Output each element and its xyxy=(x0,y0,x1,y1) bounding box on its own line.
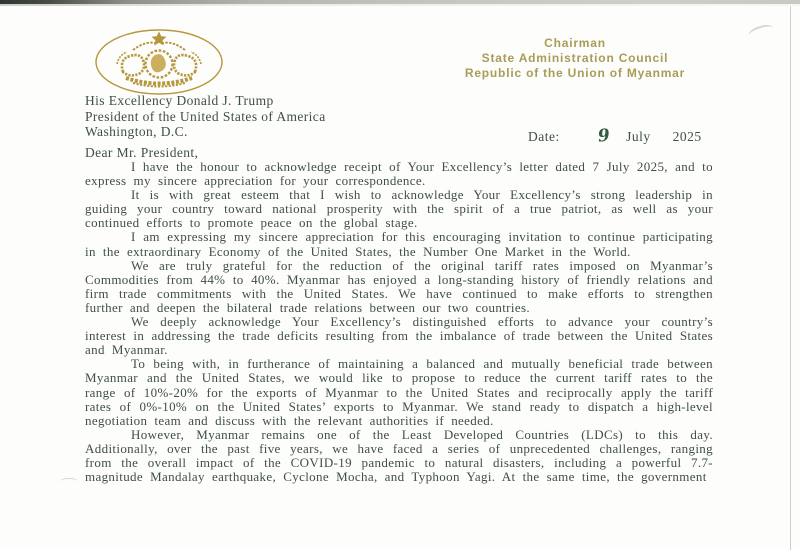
handwritten-day: 9 xyxy=(596,125,612,147)
letter-paragraph: We are truly grateful for the reduction of the original tariff rates imposed on Myanmar’s Commodities from 44% to 40%. Myanmar has enjoyed a long-standing history of friendly relations and firm trade commitments with the United States. We have continued to make efforts to strengthen further and deepen the bilateral trade relations between our two countries. xyxy=(85,257,713,315)
letterhead-title xyxy=(430,36,720,81)
date-label: Date: xyxy=(528,129,560,144)
letterhead-line: State Administration Council xyxy=(481,51,669,65)
letter-paragraph: I have the honour to acknowledge receipt of Your Excellency’s letter dated 7 July 2025, and to express my sincere appreciation for your correspondence. xyxy=(85,159,713,189)
letter-body xyxy=(85,160,713,484)
letter-paragraph: However, Myanmar remains one of the Least Developed Countries (LDCs) to this day. Additionally, over the past five years, we have faced a series of unprecedented challenges, ranging from the overall impact of the COVID-19 pandemic to natural disasters, including a powerful 7.7-magnitude Mandalay earthquake, Cyclone Mocha, and Typhoon Yagi. At the same time, the government xyxy=(85,426,713,485)
letter-paragraph: It is with great esteem that I wish to acknowledge Your Excellency’s strong leadership in guiding your country toward national prosperity with the spirit of a true patriot, as well as your continued efforts to promote peace on the global stage. xyxy=(85,187,713,231)
date-line xyxy=(528,126,702,146)
recipient-address xyxy=(85,93,326,140)
myanmar-state-seal-icon xyxy=(93,26,225,98)
letter-paragraph: I am expressing my sincere appreciation for this encouraging invitation to continue participating in the extraordinary Economy of the United States, the Number One Market in the World. xyxy=(85,229,713,259)
letter-paragraph: To being with, in furtherance of maintaining a balanced and mutually beneficial trade between Myanmar and the United States, we would like to propose to reduce the current tariff rates to the range of 10%-20% for the exports of Myanmar to the United States and reciprocally apply the tariff rates of 0%-10% on the United States’ exports to Myanmar. We stand ready to dispatch a high-level negotiation team and discuss with the relevant authorities if needed. xyxy=(85,356,713,428)
seal-graphic xyxy=(93,26,225,98)
letterhead-line: Chairman xyxy=(544,36,606,50)
address-line: President of the United States of America xyxy=(85,108,326,124)
salutation: Dear Mr. President, xyxy=(85,145,199,160)
scan-edge-artifact-top-fade xyxy=(0,4,800,6)
date-year: 2025 xyxy=(672,129,702,144)
scan-smudge-artifact xyxy=(60,478,78,485)
letter-paragraph: We deeply acknowledge Your Excellency’s distinguished efforts to advance your country’s interest in addressing the trade deficits resulting from the imbalance of trade between the United States and Myanmar. xyxy=(85,314,713,358)
date-month: July xyxy=(626,129,651,144)
page-edge-artifact-right xyxy=(790,6,791,550)
scan-smudge-artifact xyxy=(747,22,775,41)
letterhead-line: Republic of the Union of Myanmar xyxy=(464,66,686,80)
address-line: Washington, D.C. xyxy=(85,124,188,139)
address-line: His Excellency Donald J. Trump xyxy=(85,93,274,108)
